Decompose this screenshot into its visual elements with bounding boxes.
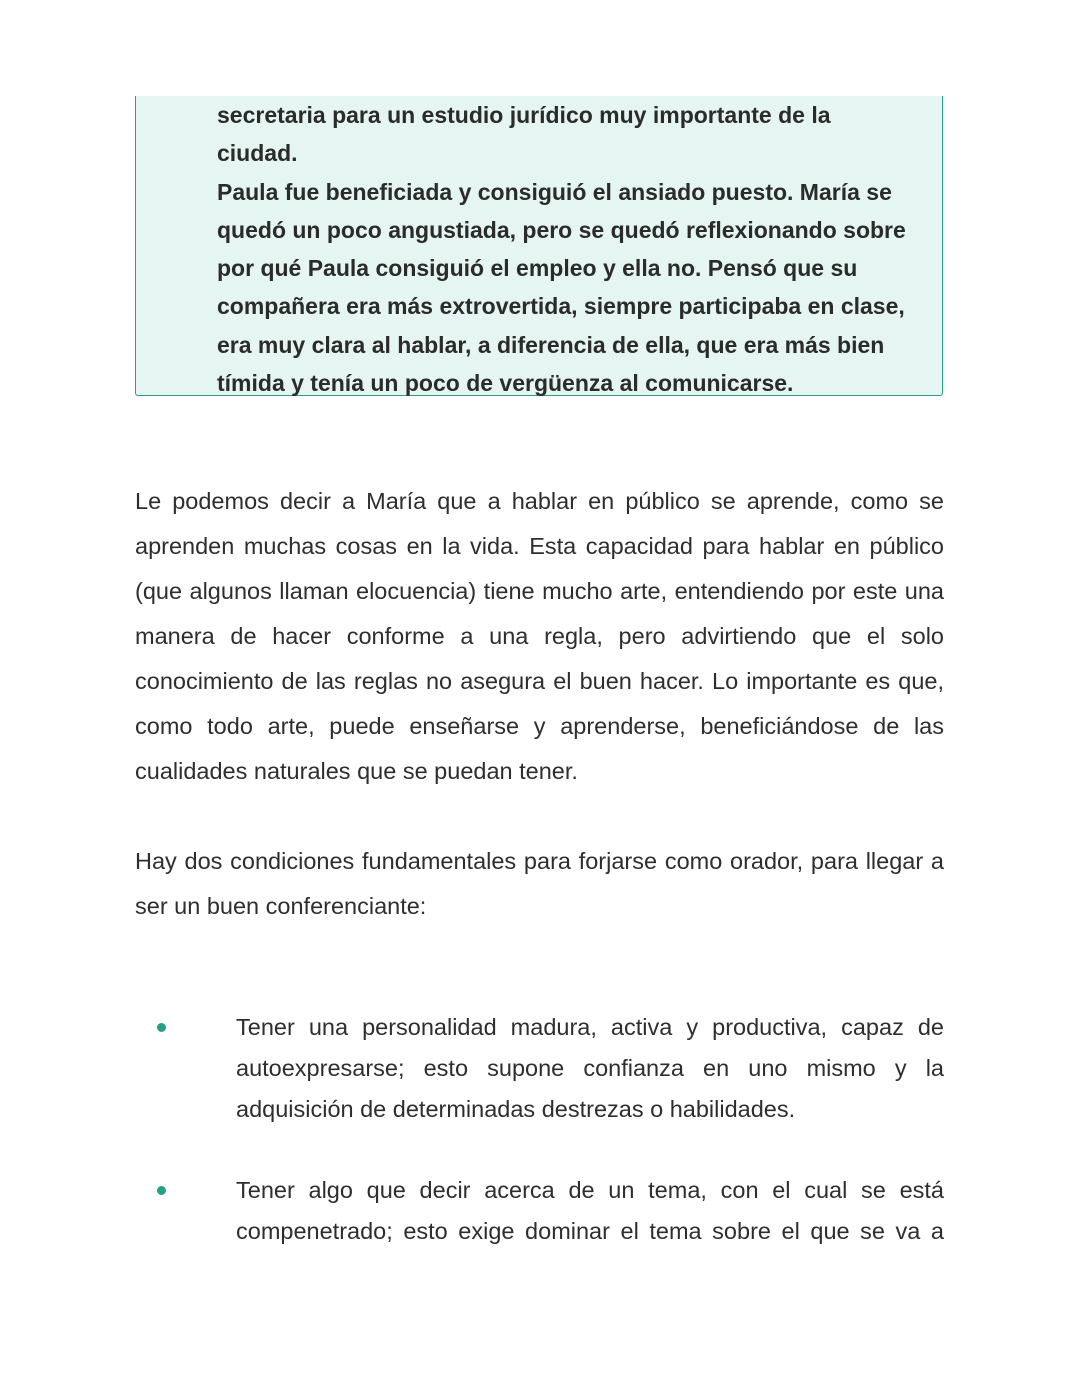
paragraph-elocuencia: Le podemos decir a María que a hablar en público se aprende, como se aprenden muchas cosas en la vida. Esta capacidad para hablar en público (que algunos llaman elocuencia) tiene mucho arte, entendiendo por este una manera de hacer conforme a una regla, pero advirtiendo que el solo conocimiento de las reglas no asegura el buen hacer. Lo importante es que, como todo arte, puede enseñarse y aprenderse, beneficiándose de las cualidades naturales que se puedan tener.	[135, 488, 944, 784]
quote-box	[135, 96, 943, 396]
bullet-dot-icon	[157, 1023, 166, 1032]
list-item-text: Tener algo que decir acerca de un tema, con el cual se está compenetrado; esto exige dominar el tema sobre el que se va a	[236, 1177, 944, 1244]
bullet-dot-icon	[157, 1186, 166, 1195]
quote-text: secretaria para un estudio jurídico muy importante de la ciudad. Paula fue beneficiada y consiguió el ansiado puesto. María se quedó un poco angustiada, pero se quedó reflexionando sobre por qué Paula consiguió el empleo y ella no. Pensó que su compañera era más extrovertida, siempre participaba en clase, era muy clara al hablar, a diferencia de ella, que era más bien tímida y tenía un poco de vergüenza al comunicarse.	[217, 102, 906, 397]
list-item-text: Tener una personalidad madura, activa y productiva, capaz de autoexpresarse; esto supone confianza en uno mismo y la adquisición de determinadas destrezas o habilidades.	[236, 1014, 944, 1122]
paragraph-condiciones: Hay dos condiciones fundamentales para forjarse como orador, para llegar a ser un buen conferenciante:	[135, 848, 944, 919]
